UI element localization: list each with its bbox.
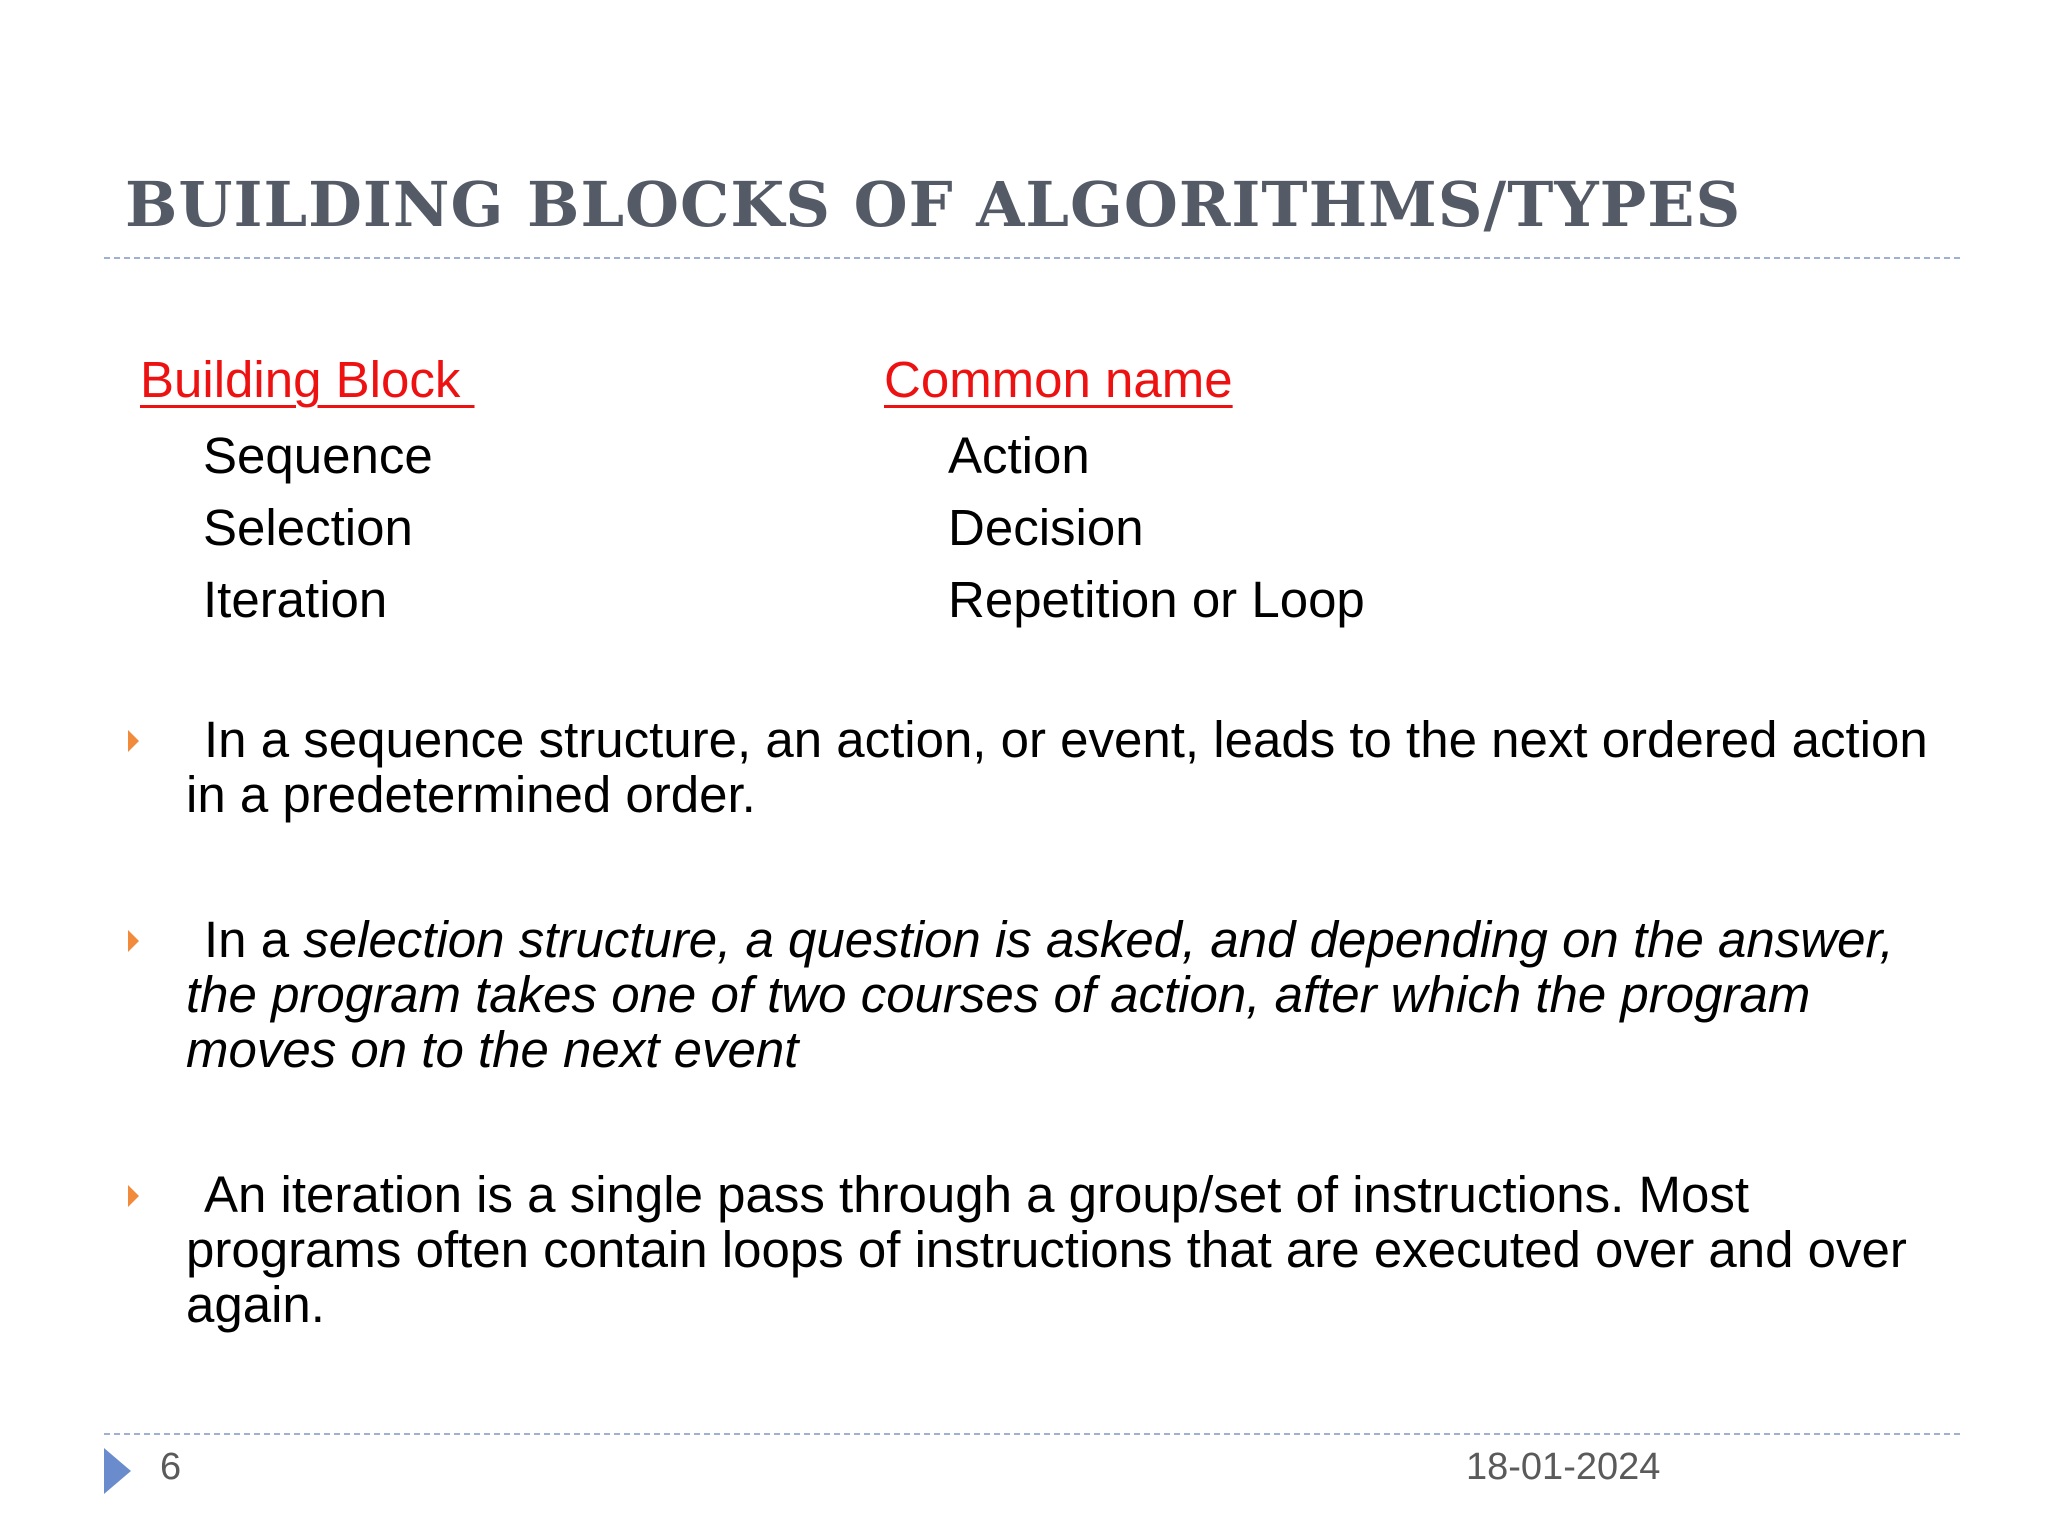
triangle-bullet-icon [128, 1185, 139, 1207]
bullet-text: In a sequence structure, an action, or event, leads to the next ordered action in a predetermined order. [186, 711, 1928, 823]
title-divider [104, 257, 1960, 259]
common-name-item: Action [948, 427, 1090, 484]
bullet-text-italic: selection structure, a question is asked, and depending on the answer, the program takes one of two courses of action, after which the program moves on to the next event [186, 911, 1894, 1078]
building-block-list [203, 420, 433, 636]
bullet-sequence [120, 712, 1960, 822]
triangle-bullet-icon [128, 730, 139, 752]
bullet-list [120, 712, 1960, 1332]
bullet-text: In a [204, 911, 304, 968]
building-block-item: Sequence [203, 427, 433, 484]
footer-date: 18-01-2024 [1466, 1446, 1661, 1488]
slide-title: BUILDING BLOCKS OF ALGORITHMS/TYPES [125, 168, 1742, 241]
building-block-item: Iteration [203, 571, 388, 628]
bullet-iteration [120, 1167, 1960, 1332]
footer-divider [104, 1433, 1960, 1435]
common-name-item: Decision [948, 499, 1144, 556]
common-name-header: Common name [884, 351, 1233, 408]
common-name-list [948, 420, 1365, 636]
building-block-header: Building Block [140, 351, 475, 408]
bullet-text: An iteration is a single pass through a group/set of instructions. Most programs often contain loops of instructions that are executed over and over again. [186, 1166, 1907, 1333]
bullet-selection [120, 912, 1960, 1077]
triangle-bullet-icon [128, 930, 139, 952]
building-block-item: Selection [203, 499, 413, 556]
common-name-item: Repetition or Loop [948, 571, 1365, 628]
play-triangle-icon [104, 1448, 131, 1494]
page-number: 6 [160, 1446, 182, 1488]
